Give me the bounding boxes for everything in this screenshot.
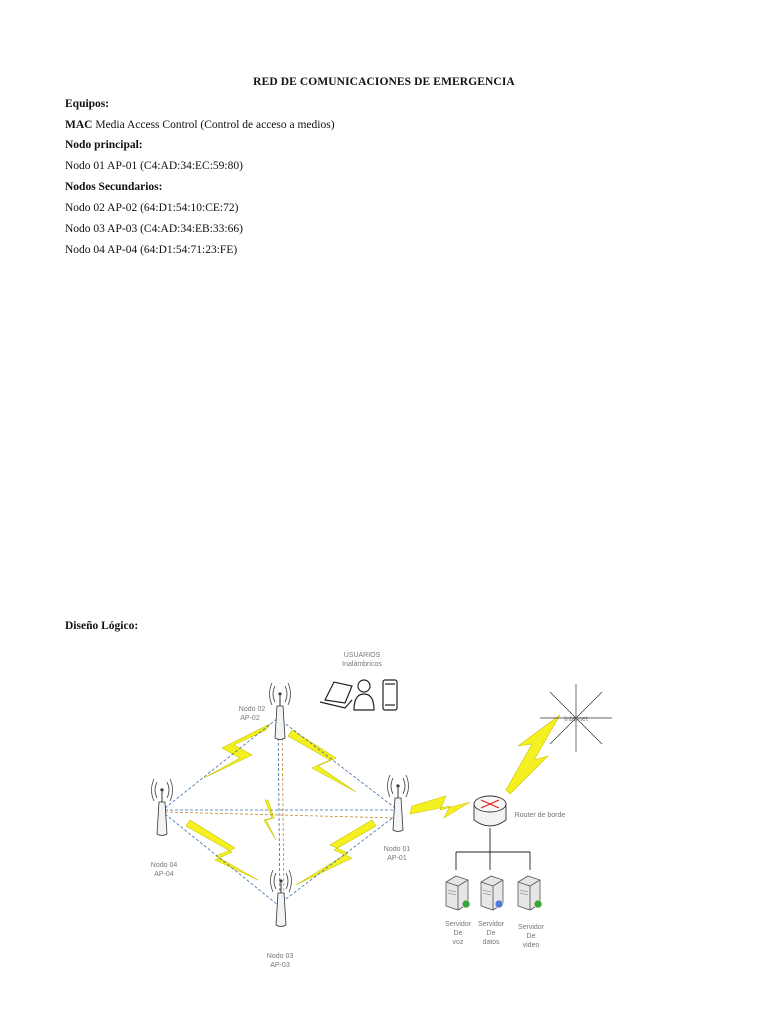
ap-node-02 <box>239 683 291 740</box>
server-label: De <box>453 930 463 937</box>
document-title: RED DE COMUNICACIONES DE EMERGENCIA <box>253 76 515 88</box>
server-label: De <box>526 933 536 940</box>
lightning-bolt-icon <box>296 820 376 885</box>
server-label: datos <box>482 939 500 946</box>
server-video <box>518 876 545 949</box>
nodo-secundario-line: Nodo 02 AP-02 (64:D1:54:10:CE:72) <box>65 202 239 214</box>
node-label: Nodo 01 <box>383 846 411 853</box>
lightning-bolt-icon <box>288 730 356 792</box>
nodos-secundarios-heading: Nodos Secundarios: <box>65 181 163 193</box>
node-link <box>165 718 278 808</box>
node-link <box>278 718 280 905</box>
node-label: AP-01 <box>387 855 407 862</box>
ap-node-04 <box>151 779 178 878</box>
node-label: AP-03 <box>270 962 290 969</box>
node-label: AP-02 <box>240 715 260 722</box>
node-label: Nodo 04 <box>150 862 178 869</box>
equipos-heading: Equipos: <box>65 98 110 110</box>
edge-router <box>474 796 565 826</box>
nodo-secundario-line: Nodo 03 AP-03 (C4:AD:34:EB:33:66) <box>65 223 243 235</box>
server-label: Servidor <box>477 921 505 928</box>
node-label: Nodo 03 <box>266 953 294 960</box>
server-label: Servidor <box>444 921 472 928</box>
nodo-principal-heading: Nodo principal: <box>65 139 143 151</box>
server-label: De <box>486 930 496 937</box>
mac-term: MAC <box>65 119 93 131</box>
ap-node-01 <box>384 775 411 862</box>
server-datos <box>478 876 505 946</box>
access-point-icon <box>271 870 292 927</box>
mobile-phone-icon <box>383 680 397 710</box>
status-badge <box>462 900 470 908</box>
server-label: voz <box>452 939 464 946</box>
access-point-icon <box>152 779 173 836</box>
lightning-bolt-icon <box>186 820 258 880</box>
router-label: Router de borde <box>514 812 566 819</box>
internet-cloud <box>540 684 612 752</box>
mac-description: Media Access Control (Control de acceso a medios) <box>92 119 335 131</box>
node-links <box>165 718 395 905</box>
user-icon <box>354 680 374 710</box>
internet-label: Internet <box>564 716 588 723</box>
access-point-icon <box>270 683 291 740</box>
node-label: AP-04 <box>154 871 174 878</box>
node-link <box>282 718 284 905</box>
node-link <box>278 718 395 808</box>
diseno-logico-heading: Diseño Lógico: <box>65 620 139 632</box>
lightning-bolt-icon <box>506 715 560 794</box>
status-badge <box>495 900 503 908</box>
node-link <box>165 812 395 818</box>
status-badge <box>534 900 542 908</box>
node-link <box>165 814 278 905</box>
server-connections <box>456 828 530 870</box>
server-label: Servidor <box>517 924 545 931</box>
server-voz <box>445 876 472 946</box>
users-label: Inalámbricos <box>342 661 382 668</box>
wireless-users <box>320 652 397 710</box>
lightning-bolt-icon <box>264 800 276 840</box>
users-label: USUARIOS <box>343 652 381 659</box>
server-label: video <box>522 942 540 949</box>
laptop-icon <box>320 682 352 708</box>
nodo-secundario-line: Nodo 04 AP-04 (64:D1:54:71:23:FE) <box>65 244 238 256</box>
router-icon <box>474 796 506 826</box>
lightning-bolt-icon <box>410 796 470 818</box>
node-label: Nodo 02 <box>238 706 266 713</box>
access-point-icon <box>388 775 409 832</box>
nodo-principal-line: Nodo 01 AP-01 (C4:AD:34:EC:59:80) <box>65 160 243 172</box>
